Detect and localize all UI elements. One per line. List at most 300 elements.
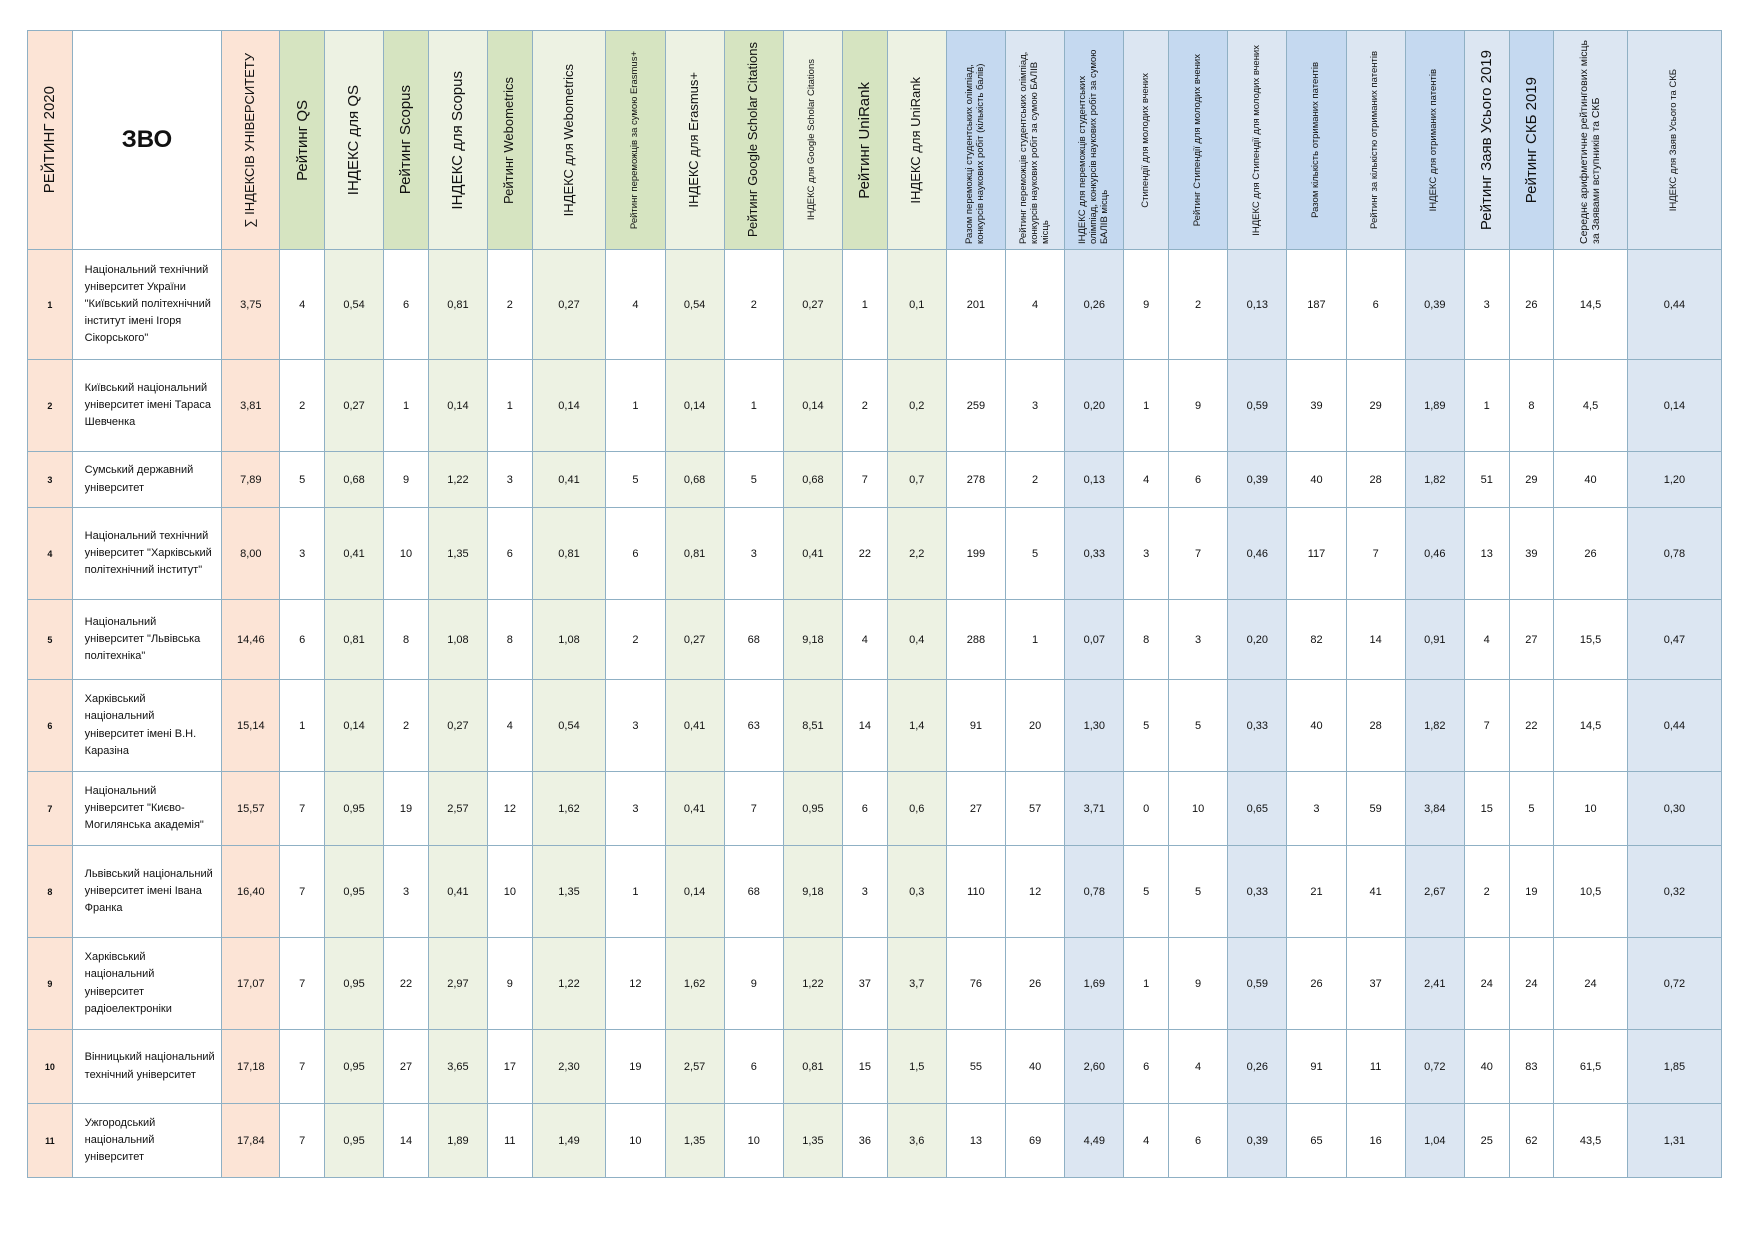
cell-stip-index: 0,65 [1228,772,1287,846]
cell-avg-place: 24 [1554,938,1628,1030]
cell-unirank-rank: 15 [843,1030,888,1104]
header-qs-index: ІНДЕКС для QS [325,31,384,250]
cell-rank: 6 [28,680,73,772]
header-patents-rank: Рейтинг за кількістю отриманих патентів [1346,31,1405,250]
header-rank-2020: РЕЙТИНГ 2020 [28,31,73,250]
header-patents-total: Разом кількість отриманих патентів [1287,31,1346,250]
cell-unirank-index: 0,1 [887,250,946,360]
cell-stip-rank: 5 [1169,846,1228,938]
cell-unirank-index: 0,7 [887,452,946,508]
cell-skb-rank: 26 [1509,250,1554,360]
cell-scopus-rank: 9 [384,452,429,508]
cell-qs-rank: 1 [280,680,325,772]
cell-gsc-rank: 1 [724,360,783,452]
cell-unirank-rank: 4 [843,600,888,680]
cell-avg-place: 61,5 [1554,1030,1628,1104]
cell-sum-index: 17,18 [222,1030,280,1104]
cell-olymp-total: 13 [946,1104,1005,1178]
cell-gsc-index: 1,35 [783,1104,842,1178]
table-row [28,1030,1722,1104]
cell-olymp-total: 278 [946,452,1005,508]
cell-unirank-rank: 3 [843,846,888,938]
cell-erasmus-index: 0,14 [665,360,724,452]
cell-olymp-rank: 20 [1006,680,1065,772]
cell-webometrics-index: 0,14 [532,360,606,452]
cell-zayav-rank: 15 [1464,772,1509,846]
cell-webometrics-index: 1,22 [532,938,606,1030]
header-unirank-rank: Рейтинг UniRank [843,31,888,250]
cell-patents-rank: 7 [1346,508,1405,600]
cell-webometrics-rank: 9 [488,938,533,1030]
cell-university-name: Вінницький національний технічний університет [72,1030,222,1104]
cell-olymp-total: 199 [946,508,1005,600]
cell-stip-rank: 9 [1169,360,1228,452]
cell-zayav-rank: 3 [1464,250,1509,360]
cell-qs-rank: 7 [280,846,325,938]
cell-gsc-index: 0,27 [783,250,842,360]
header-zayav-skb-index: ІНДЕКС для Заяв Усього та СКБ [1627,31,1721,250]
cell-gsc-rank: 6 [724,1030,783,1104]
header-olymp-index: ІНДЕКС для переможців студентських олімпіад, конкурсів наукових робіт за сумою БАЛІВ місць [1065,31,1124,250]
cell-rank: 10 [28,1030,73,1104]
cell-webometrics-index: 0,54 [532,680,606,772]
cell-skb-rank: 19 [1509,846,1554,938]
header-olymp-total: Разом переможці студентських олімпіад, конкурсів наукових робіт (кількість балів) [946,31,1005,250]
cell-sum-index: 16,40 [222,846,280,938]
cell-qs-index: 0,95 [325,846,384,938]
cell-webometrics-index: 1,35 [532,846,606,938]
cell-stip-rank: 9 [1169,938,1228,1030]
cell-qs-rank: 3 [280,508,325,600]
cell-gsc-index: 8,51 [783,680,842,772]
cell-olymp-rank: 2 [1006,452,1065,508]
cell-rank: 9 [28,938,73,1030]
table-row [28,772,1722,846]
cell-patents-rank: 29 [1346,360,1405,452]
header-gsc-index: ІНДЕКС для Google Scholar Citations [783,31,842,250]
cell-patents-total: 65 [1287,1104,1346,1178]
header-avg-place: Середнє арифметичне рейтингових місць за Заявами вступників та СКБ [1554,31,1628,250]
cell-unirank-rank: 36 [843,1104,888,1178]
cell-webometrics-rank: 8 [488,600,533,680]
cell-gsc-index: 0,14 [783,360,842,452]
cell-webometrics-rank: 1 [488,360,533,452]
cell-avg-place: 15,5 [1554,600,1628,680]
cell-avg-place: 26 [1554,508,1628,600]
cell-rank: 1 [28,250,73,360]
cell-unirank-index: 3,6 [887,1104,946,1178]
cell-erasmus-index: 0,54 [665,250,724,360]
cell-erasmus-index: 0,81 [665,508,724,600]
cell-university-name: Сумський державний університет [72,452,222,508]
cell-scopus-index: 0,14 [428,360,487,452]
cell-qs-index: 0,81 [325,600,384,680]
cell-scopus-index: 0,27 [428,680,487,772]
cell-erasmus-index: 1,35 [665,1104,724,1178]
cell-patents-rank: 59 [1346,772,1405,846]
cell-patents-index: 0,46 [1405,508,1464,600]
table-row [28,360,1722,452]
cell-patents-total: 40 [1287,452,1346,508]
cell-avg-place: 10 [1554,772,1628,846]
header-unirank-index: ІНДЕКС для UniRank [887,31,946,250]
cell-sum-index: 3,75 [222,250,280,360]
cell-stip-index: 0,13 [1228,250,1287,360]
header-erasmus-index: ІНДЕКС для Erasmus+ [665,31,724,250]
cell-erasmus-rank: 12 [606,938,665,1030]
cell-zayav-rank: 7 [1464,680,1509,772]
header-scopus-rank: Рейтинг Scopus [384,31,429,250]
cell-qs-rank: 5 [280,452,325,508]
cell-olymp-total: 201 [946,250,1005,360]
cell-gsc-index: 0,68 [783,452,842,508]
cell-gsc-rank: 68 [724,846,783,938]
cell-olymp-index: 1,30 [1065,680,1124,772]
cell-erasmus-rank: 2 [606,600,665,680]
header-zayav-rank: Рейтинг Заяв Усього 2019 [1464,31,1509,250]
cell-gsc-rank: 3 [724,508,783,600]
cell-gsc-index: 0,41 [783,508,842,600]
cell-patents-index: 0,72 [1405,1030,1464,1104]
cell-patents-rank: 14 [1346,600,1405,680]
cell-scopus-rank: 14 [384,1104,429,1178]
cell-stip-total: 6 [1124,1030,1169,1104]
cell-olymp-rank: 40 [1006,1030,1065,1104]
cell-scopus-index: 0,81 [428,250,487,360]
cell-olymp-rank: 26 [1006,938,1065,1030]
cell-sum-index: 17,07 [222,938,280,1030]
cell-unirank-index: 0,4 [887,600,946,680]
cell-scopus-rank: 8 [384,600,429,680]
cell-stip-total: 9 [1124,250,1169,360]
cell-stip-rank: 3 [1169,600,1228,680]
cell-erasmus-rank: 19 [606,1030,665,1104]
cell-qs-index: 0,95 [325,938,384,1030]
cell-webometrics-rank: 2 [488,250,533,360]
cell-gsc-rank: 2 [724,250,783,360]
cell-scopus-rank: 1 [384,360,429,452]
cell-olymp-index: 0,26 [1065,250,1124,360]
cell-erasmus-rank: 6 [606,508,665,600]
cell-webometrics-rank: 4 [488,680,533,772]
cell-qs-rank: 7 [280,938,325,1030]
cell-skb-rank: 29 [1509,452,1554,508]
cell-unirank-index: 1,5 [887,1030,946,1104]
cell-gsc-rank: 9 [724,938,783,1030]
cell-patents-index: 1,04 [1405,1104,1464,1178]
cell-webometrics-index: 0,41 [532,452,606,508]
cell-olymp-rank: 12 [1006,846,1065,938]
cell-zayav-skb-index: 0,72 [1627,938,1721,1030]
cell-qs-index: 0,95 [325,1030,384,1104]
cell-olymp-rank: 4 [1006,250,1065,360]
cell-zayav-skb-index: 0,30 [1627,772,1721,846]
cell-sum-index: 15,57 [222,772,280,846]
cell-skb-rank: 24 [1509,938,1554,1030]
cell-qs-rank: 2 [280,360,325,452]
cell-stip-index: 0,59 [1228,360,1287,452]
cell-olymp-total: 110 [946,846,1005,938]
cell-erasmus-index: 1,62 [665,938,724,1030]
header-sum-index: ∑ ІНДЕКСІВ УНІВЕРСИТЕТУ [222,31,280,250]
cell-stip-index: 0,46 [1228,508,1287,600]
cell-patents-rank: 37 [1346,938,1405,1030]
cell-gsc-index: 9,18 [783,846,842,938]
cell-sum-index: 8,00 [222,508,280,600]
header-row [28,31,1722,250]
cell-patents-index: 0,91 [1405,600,1464,680]
cell-erasmus-rank: 1 [606,360,665,452]
header-skb-rank: Рейтинг СКБ 2019 [1509,31,1554,250]
header-stip-index: ІНДЕКС для Стипендії для молодих вчених [1228,31,1287,250]
cell-qs-index: 0,95 [325,1104,384,1178]
cell-avg-place: 10,5 [1554,846,1628,938]
cell-gsc-rank: 68 [724,600,783,680]
cell-rank: 4 [28,508,73,600]
cell-scopus-index: 1,22 [428,452,487,508]
cell-olymp-total: 27 [946,772,1005,846]
cell-webometrics-rank: 17 [488,1030,533,1104]
cell-patents-total: 117 [1287,508,1346,600]
cell-skb-rank: 8 [1509,360,1554,452]
cell-olymp-index: 0,78 [1065,846,1124,938]
cell-university-name: Ужгородський національний університет [72,1104,222,1178]
cell-unirank-rank: 37 [843,938,888,1030]
cell-unirank-rank: 7 [843,452,888,508]
cell-erasmus-rank: 1 [606,846,665,938]
cell-olymp-index: 4,49 [1065,1104,1124,1178]
cell-scopus-rank: 6 [384,250,429,360]
cell-patents-rank: 28 [1346,452,1405,508]
header-olymp-rank: Рейтинг переможців студентських олімпіад, конкурсів наукових робіт за сумою БАЛІВ місць [1006,31,1065,250]
cell-qs-index: 0,54 [325,250,384,360]
cell-olymp-rank: 1 [1006,600,1065,680]
cell-zayav-rank: 13 [1464,508,1509,600]
header-erasmus-rank: Рейтинг переможців за сумою Erasmus+ [606,31,665,250]
cell-scopus-index: 0,41 [428,846,487,938]
cell-olymp-total: 259 [946,360,1005,452]
table-body [28,250,1722,1178]
cell-erasmus-index: 2,57 [665,1030,724,1104]
cell-sum-index: 7,89 [222,452,280,508]
cell-stip-index: 0,39 [1228,452,1287,508]
cell-scopus-index: 2,97 [428,938,487,1030]
cell-patents-index: 3,84 [1405,772,1464,846]
cell-unirank-index: 0,3 [887,846,946,938]
cell-stip-total: 1 [1124,938,1169,1030]
cell-avg-place: 4,5 [1554,360,1628,452]
cell-rank: 7 [28,772,73,846]
cell-sum-index: 15,14 [222,680,280,772]
cell-university-name: Національний технічний університет "Харківський політехнічний інститут" [72,508,222,600]
cell-olymp-rank: 57 [1006,772,1065,846]
cell-unirank-rank: 2 [843,360,888,452]
cell-qs-rank: 7 [280,772,325,846]
cell-erasmus-rank: 4 [606,250,665,360]
cell-scopus-rank: 19 [384,772,429,846]
cell-zayav-skb-index: 0,47 [1627,600,1721,680]
cell-zayav-rank: 4 [1464,600,1509,680]
cell-stip-index: 0,26 [1228,1030,1287,1104]
cell-unirank-rank: 1 [843,250,888,360]
cell-zayav-skb-index: 1,20 [1627,452,1721,508]
cell-unirank-rank: 6 [843,772,888,846]
cell-stip-rank: 5 [1169,680,1228,772]
cell-stip-rank: 2 [1169,250,1228,360]
cell-zayav-skb-index: 1,85 [1627,1030,1721,1104]
cell-university-name: Львівський національний університет імені Івана Франка [72,846,222,938]
cell-gsc-index: 0,81 [783,1030,842,1104]
cell-university-name: Національний університет "Києво-Могилянська академія" [72,772,222,846]
cell-olymp-index: 3,71 [1065,772,1124,846]
cell-erasmus-rank: 5 [606,452,665,508]
cell-gsc-rank: 7 [724,772,783,846]
cell-erasmus-index: 0,41 [665,772,724,846]
cell-qs-rank: 6 [280,600,325,680]
cell-university-name: Національний університет "Львівська політехніка" [72,600,222,680]
cell-stip-index: 0,59 [1228,938,1287,1030]
cell-gsc-index: 1,22 [783,938,842,1030]
cell-patents-index: 1,89 [1405,360,1464,452]
cell-university-name: Національний технічний університет України "Київський політехнічний інститут імені Ігоря Сікорського" [72,250,222,360]
cell-patents-total: 40 [1287,680,1346,772]
cell-patents-index: 0,39 [1405,250,1464,360]
cell-scopus-index: 3,65 [428,1030,487,1104]
cell-stip-rank: 10 [1169,772,1228,846]
cell-unirank-index: 0,6 [887,772,946,846]
cell-erasmus-rank: 3 [606,680,665,772]
cell-unirank-rank: 14 [843,680,888,772]
cell-unirank-index: 0,2 [887,360,946,452]
cell-zayav-skb-index: 0,78 [1627,508,1721,600]
cell-rank: 3 [28,452,73,508]
cell-patents-total: 82 [1287,600,1346,680]
cell-avg-place: 40 [1554,452,1628,508]
cell-scopus-rank: 22 [384,938,429,1030]
header-zvo: ЗВО [72,31,222,250]
cell-stip-total: 1 [1124,360,1169,452]
university-ranking-table [27,30,1722,1178]
cell-university-name: Харківський національний університет радіоелектроніки [72,938,222,1030]
cell-zayav-rank: 2 [1464,846,1509,938]
cell-scopus-rank: 3 [384,846,429,938]
cell-qs-rank: 7 [280,1030,325,1104]
cell-olymp-index: 2,60 [1065,1030,1124,1104]
cell-webometrics-index: 0,27 [532,250,606,360]
cell-scopus-rank: 2 [384,680,429,772]
cell-zayav-skb-index: 0,32 [1627,846,1721,938]
cell-avg-place: 14,5 [1554,680,1628,772]
cell-rank: 2 [28,360,73,452]
cell-zayav-rank: 40 [1464,1030,1509,1104]
table-row [28,508,1722,600]
cell-scopus-index: 2,57 [428,772,487,846]
cell-patents-index: 2,41 [1405,938,1464,1030]
header-scopus-index: ІНДЕКС для Scopus [428,31,487,250]
cell-skb-rank: 62 [1509,1104,1554,1178]
cell-webometrics-rank: 10 [488,846,533,938]
cell-unirank-rank: 22 [843,508,888,600]
cell-zayav-skb-index: 0,14 [1627,360,1721,452]
header-patents-index: ІНДЕКС для отриманих патентів [1405,31,1464,250]
table-row [28,1104,1722,1178]
cell-webometrics-rank: 11 [488,1104,533,1178]
cell-qs-index: 0,41 [325,508,384,600]
cell-zayav-rank: 1 [1464,360,1509,452]
cell-erasmus-rank: 10 [606,1104,665,1178]
table-row [28,452,1722,508]
cell-patents-total: 39 [1287,360,1346,452]
cell-unirank-index: 2,2 [887,508,946,600]
table-row [28,250,1722,360]
cell-olymp-total: 288 [946,600,1005,680]
cell-erasmus-rank: 3 [606,772,665,846]
cell-zayav-rank: 24 [1464,938,1509,1030]
cell-gsc-rank: 10 [724,1104,783,1178]
cell-avg-place: 43,5 [1554,1104,1628,1178]
table-row [28,600,1722,680]
header-webometrics-rank: Рейтинг Webometrics [488,31,533,250]
cell-qs-rank: 7 [280,1104,325,1178]
cell-stip-index: 0,20 [1228,600,1287,680]
cell-olymp-index: 1,69 [1065,938,1124,1030]
cell-sum-index: 14,46 [222,600,280,680]
cell-erasmus-index: 0,68 [665,452,724,508]
cell-skb-rank: 5 [1509,772,1554,846]
cell-unirank-index: 3,7 [887,938,946,1030]
cell-gsc-rank: 5 [724,452,783,508]
cell-zayav-rank: 51 [1464,452,1509,508]
cell-olymp-total: 76 [946,938,1005,1030]
header-stip-total: Стипендії для молодих вчених [1124,31,1169,250]
cell-stip-rank: 6 [1169,452,1228,508]
cell-skb-rank: 83 [1509,1030,1554,1104]
cell-stip-rank: 7 [1169,508,1228,600]
cell-patents-index: 1,82 [1405,680,1464,772]
cell-olymp-rank: 3 [1006,360,1065,452]
cell-patents-rank: 11 [1346,1030,1405,1104]
cell-olymp-index: 0,33 [1065,508,1124,600]
cell-webometrics-rank: 6 [488,508,533,600]
cell-stip-total: 8 [1124,600,1169,680]
cell-university-name: Київський національний університет імені Тараса Шевченка [72,360,222,452]
cell-qs-index: 0,68 [325,452,384,508]
cell-webometrics-index: 1,62 [532,772,606,846]
cell-webometrics-rank: 3 [488,452,533,508]
header-gsc-rank: Рейтинг Google Scholar Citations [724,31,783,250]
cell-olymp-index: 0,07 [1065,600,1124,680]
table-row [28,680,1722,772]
cell-webometrics-index: 1,08 [532,600,606,680]
cell-stip-index: 0,33 [1228,680,1287,772]
header-stip-rank: Рейтинг Стипендії для молодих вчених [1169,31,1228,250]
cell-avg-place: 14,5 [1554,250,1628,360]
cell-stip-rank: 4 [1169,1030,1228,1104]
cell-scopus-index: 1,35 [428,508,487,600]
cell-stip-total: 4 [1124,452,1169,508]
cell-unirank-index: 1,4 [887,680,946,772]
cell-skb-rank: 39 [1509,508,1554,600]
cell-gsc-rank: 63 [724,680,783,772]
cell-patents-total: 21 [1287,846,1346,938]
cell-stip-rank: 6 [1169,1104,1228,1178]
cell-erasmus-index: 0,14 [665,846,724,938]
cell-erasmus-index: 0,41 [665,680,724,772]
cell-rank: 8 [28,846,73,938]
cell-zayav-skb-index: 0,44 [1627,250,1721,360]
cell-stip-index: 0,33 [1228,846,1287,938]
cell-university-name: Харківський національний університет імені В.Н. Каразіна [72,680,222,772]
